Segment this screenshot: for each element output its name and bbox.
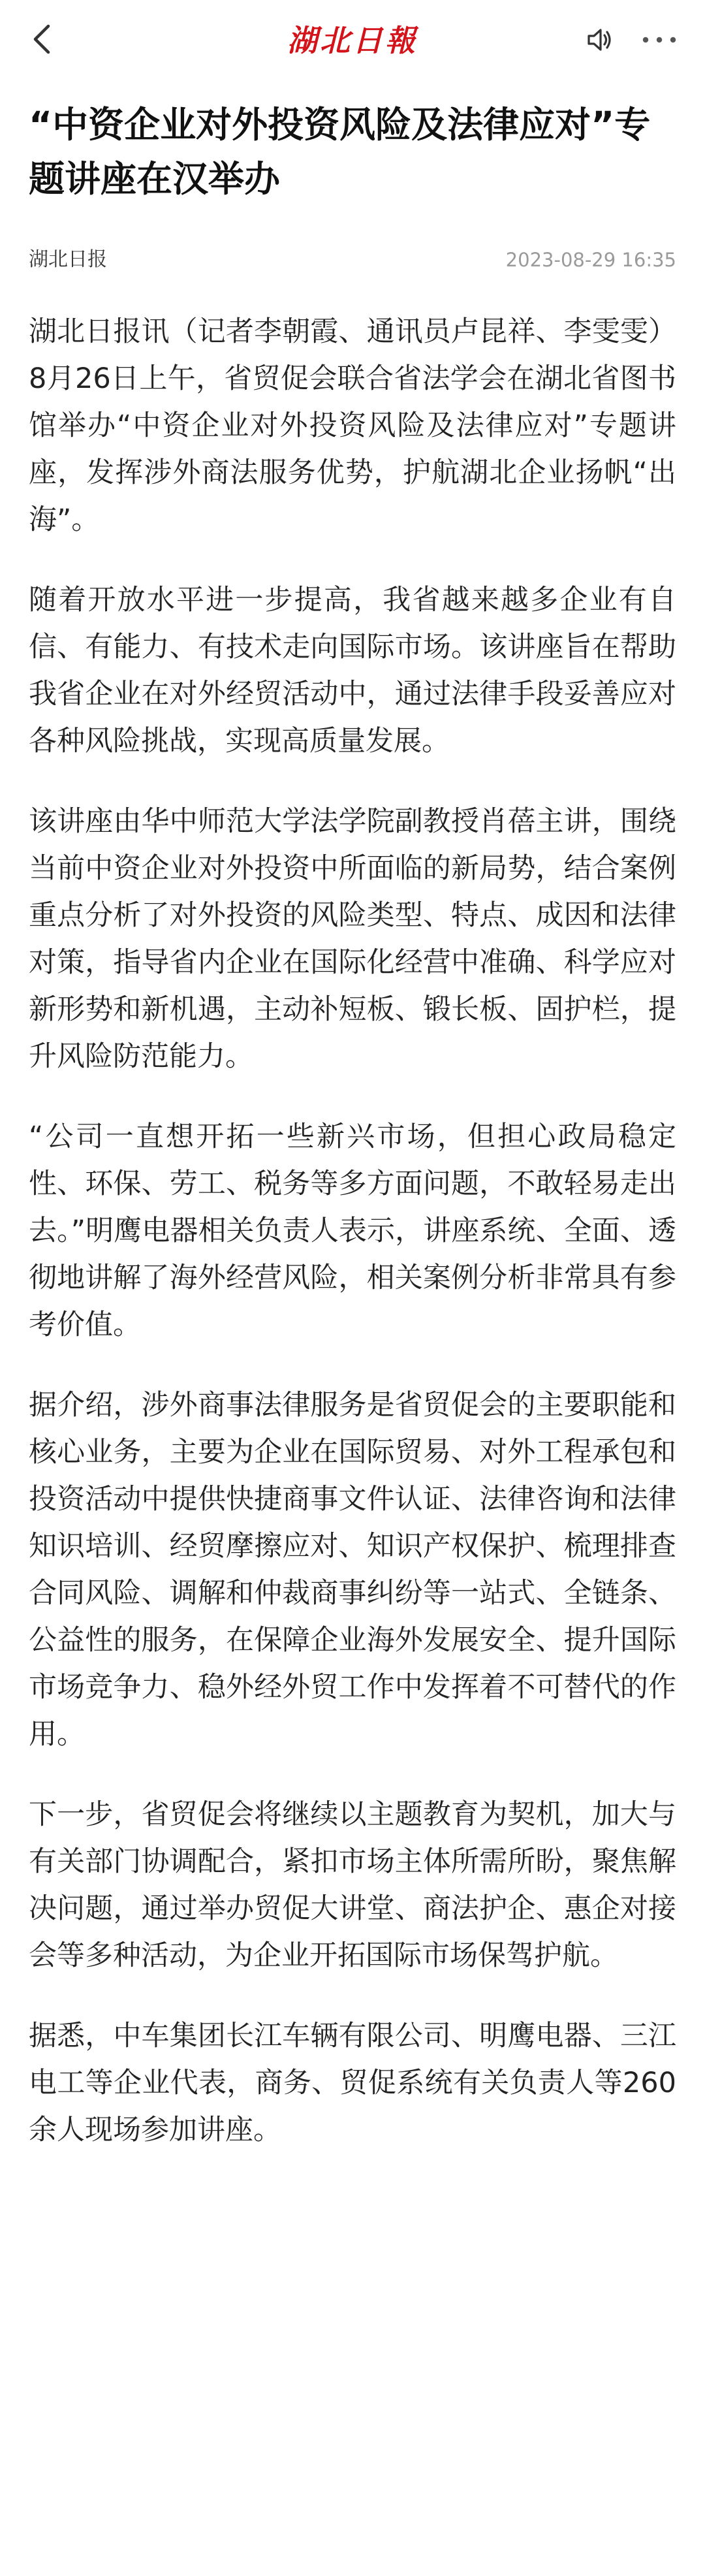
article xyxy=(29,98,676,2187)
article-source[interactable]: 湖北日报 xyxy=(29,248,107,271)
article-title: “中资企业对外投资风险及法律应对”专题讲座在汉举办 xyxy=(29,104,651,200)
top-navigation-bar xyxy=(0,0,705,78)
body-paragraph: 据介绍，涉外商事法律服务是省贸促会的主要职能和核心业务，主要为企业在国际贸易、对外工程承包和投资活动中提供快捷商事文件认证、法律咨询和法律知识培训、经贸摩擦应对、知识产权保护、梳理排查合同风险、调解和仲裁商事纠纷等一站式、全链条、公益性的服务，在保障企业海外发展安全、提升国际市场竞争力、稳外经外贸工作中发挥着不可替代的作用。 xyxy=(29,1389,676,1751)
audio-button[interactable] xyxy=(577,17,623,63)
more-dots-icon xyxy=(640,35,679,45)
body-paragraph: “公司一直想开拓一些新兴市场，但担心政局稳定性、环保、劳工、税务等多方面问题，不敢轻易走出去。”明鹰电器相关负责人表示，讲座系统、全面、透彻地讲解了海外经营风险，相关案例分析非常具有参考价值。 xyxy=(29,1121,676,1341)
publish-date: 2023-08-29 16:35 xyxy=(505,249,676,271)
body-paragraph: 该讲座由华中师范大学法学院副教授肖蓓主讲，围绕当前中资企业对外投资中所面临的新局势，结合案例重点分析了对外投资的风险类型、特点、成因和法律对策，指导省内企业在国际化经营中准确、科学应对新形势和新机遇，主动补短板、锻长板、固护栏，提升风险防范能力。 xyxy=(29,805,676,1073)
more-options-button[interactable] xyxy=(633,17,685,63)
article-meta xyxy=(29,247,676,273)
body-paragraph: 下一步，省贸促会将继续以主题教育为契机，加大与有关部门协调配合，紧扣市场主体所需所盼，聚焦解决问题，通过举办贸促大讲堂、商法护企、惠企对接会等多种活动，为企业开拓国际市场保驾护航。 xyxy=(29,1798,676,1972)
brand-logo: 湖北日報 xyxy=(287,23,418,58)
body-paragraph: 湖北日报讯（记者李朝霞、通讯员卢昆祥、李雯雯）8月26日上午，省贸促会联合省法学会在湖北省图书馆举办“中资企业对外投资风险及法律应对”专题讲座，发挥涉外商法服务优势，护航湖北企业扬帆“出海”。 xyxy=(29,315,676,536)
speaker-icon xyxy=(585,25,615,55)
article-body xyxy=(29,308,676,2154)
body-paragraph: 随着开放水平进一步提高，我省越来越多企业有自信、有能力、有技术走向国际市场。该讲座旨在帮助我省企业在对外经贸活动中，通过法律手段妥善应对各种风险挑战，实现高质量发展。 xyxy=(29,584,676,757)
body-paragraph: 据悉，中车集团长江车辆有限公司、明鹰电器、三江电工等企业代表，商务、贸促系统有关负责人等260余人现场参加讲座。 xyxy=(29,2020,676,2146)
